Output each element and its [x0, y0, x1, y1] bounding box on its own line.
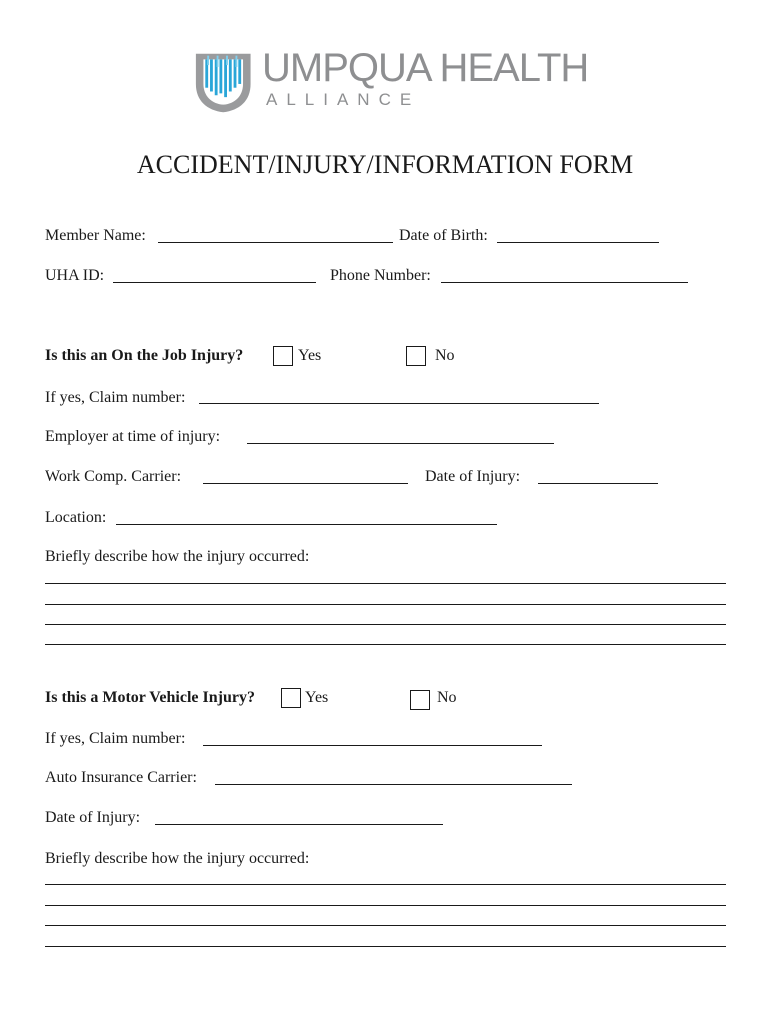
form-title: ACCIDENT/INJURY/INFORMATION FORM: [136, 150, 634, 179]
logo-name: UMPQUA HEALTH: [262, 46, 589, 90]
uha-shield-icon: [194, 50, 260, 116]
phone-field[interactable]: [441, 282, 688, 283]
auto-carrier-label: Auto Insurance Carrier:: [45, 769, 197, 786]
employer-field[interactable]: [247, 443, 554, 444]
mv-date-of-injury-field[interactable]: [155, 824, 443, 825]
mv-claim-label: If yes, Claim number:: [45, 730, 186, 747]
uha-id-field[interactable]: [113, 282, 316, 283]
mv-describe-line-1[interactable]: [45, 884, 726, 885]
job-injury-question: Is this an On the Job Injury?: [45, 347, 244, 364]
job-injury-yes-label: Yes: [298, 347, 322, 364]
mv-describe-line-4[interactable]: [45, 946, 726, 947]
job-describe-line-4[interactable]: [45, 644, 726, 645]
location-field[interactable]: [116, 524, 497, 525]
job-date-of-injury-label: Date of Injury:: [425, 468, 521, 485]
job-injury-no-checkbox[interactable]: [406, 346, 426, 366]
job-describe-line-2[interactable]: [45, 604, 726, 605]
mv-describe-line-3[interactable]: [45, 925, 726, 926]
phone-label: Phone Number:: [330, 267, 431, 284]
uha-id-label: UHA ID:: [45, 267, 105, 284]
mv-injury-yes-checkbox[interactable]: [281, 688, 301, 708]
job-injury-no-label: No: [435, 347, 455, 364]
job-describe-line-3[interactable]: [45, 624, 726, 625]
work-comp-carrier-label: Work Comp. Carrier:: [45, 468, 182, 485]
mv-injury-no-checkbox[interactable]: [410, 690, 430, 710]
employer-label: Employer at time of injury:: [45, 428, 221, 445]
member-name-field[interactable]: [158, 242, 393, 243]
dob-field[interactable]: [497, 242, 659, 243]
job-describe-label: Briefly describe how the injury occurred:: [45, 548, 310, 565]
location-label: Location:: [45, 509, 107, 526]
mv-describe-label: Briefly describe how the injury occurred:: [45, 850, 310, 867]
mv-injury-question: Is this a Motor Vehicle Injury?: [45, 689, 255, 706]
mv-describe-line-2[interactable]: [45, 905, 726, 906]
job-claim-label: If yes, Claim number:: [45, 389, 186, 406]
mv-date-of-injury-label: Date of Injury:: [45, 809, 141, 826]
member-name-label: Member Name:: [45, 227, 146, 244]
job-claim-field[interactable]: [199, 403, 599, 404]
dob-label: Date of Birth:: [399, 227, 488, 244]
job-date-of-injury-field[interactable]: [538, 483, 658, 484]
job-injury-yes-checkbox[interactable]: [273, 346, 293, 366]
mv-claim-field[interactable]: [203, 745, 542, 746]
mv-injury-yes-label: Yes: [305, 689, 329, 706]
mv-injury-no-label: No: [437, 689, 457, 706]
work-comp-carrier-field[interactable]: [203, 483, 408, 484]
logo-subtitle: ALLIANCE: [266, 90, 421, 109]
auto-carrier-field[interactable]: [215, 784, 572, 785]
job-describe-line-1[interactable]: [45, 583, 726, 584]
